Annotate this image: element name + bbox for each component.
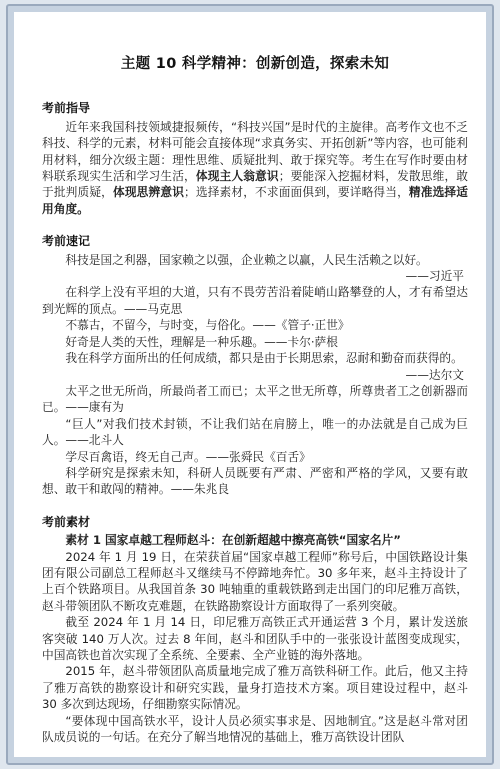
quote-9: 科学研究是探索未知，科研人员既要有严肃、严密和严格的学风，又要有敢想、敢干和敢闯的精神。——朱兆良 <box>42 465 468 497</box>
guide-bold-1: 体现主人翁意识 <box>195 169 279 184</box>
quote-7: “巨人”对我们技术封锁，不让我们站在肩膀上，唯一的办法就是自己成为巨人。——北斗人 <box>42 416 468 448</box>
guide-bold-3: 精准选择适用角度。 <box>42 185 468 216</box>
material-subtitle: 素材 1 国家卓越工程师赵斗：在创新超越中擦亮高铁“国家名片” <box>65 533 401 548</box>
guide-text-2: ；要能深入挖掘材料，发散思维，敢于批判质疑， <box>42 169 468 200</box>
quote-8: 学尽百禽语，终无自己声。——张舜民《百舌》 <box>65 449 311 464</box>
page-title: 主题 10 科学精神：创新创造，探索未知 <box>120 56 390 72</box>
guide-text-3: ；选择素材，不求面面俱到，要详略得当， <box>184 185 409 200</box>
guide-text-1: 近年来我国科技领域捷报频传，“科技兴国”是时代的主旋律。高考作文也不乏科技、科学的元素，材料可能会直接体现“求真务实、开拓创新”等内容，也可能利用材料，细分次级主题：理性思维、质疑批判、敢于探究等。考生在写作时要由材料联系现实生活和学习生活， <box>42 119 468 184</box>
quote-3: 不慕古，不留今，与时变，与俗化。——《管子·正世》 <box>65 318 350 333</box>
quote-5: 我在科学方面所出的任何成绩，都只是由于长期思索，忍耐和勤奋而获得的。 <box>65 351 463 366</box>
section-heading-material: 考前素材 <box>42 514 91 529</box>
material-paragraph-2: 截至 2024 年 1 月 14 日，印尼雅万高铁正式开通运营 3 个月，累计发送旅客突破 140 万人次。过去 8 年间，赵斗和团队手中的一张张设计蓝图变成现实，中国高铁也首次实现了全系统、全要素、全产业链的海外落地。 <box>42 615 468 662</box>
quote-6: 太平之世无所尚，所最尚者工而已；太平之世无所尊，所尊贵者工之创新器而已。——康有为 <box>42 383 468 415</box>
guide-paragraph <box>42 119 468 217</box>
section-heading-guide: 考前指导 <box>42 101 91 116</box>
guide-bold-2: 体现思辨意识 <box>113 185 185 200</box>
quote-4: 好奇是人类的天性，理解是一种乐趣。——卡尔·萨根 <box>65 334 338 349</box>
document-page <box>14 12 486 757</box>
material-paragraph-4: “要体现中国高铁水平，设计人员必须实事求是、因地制宜。”这是赵斗常对团队成员说的一句话。在充分了解当地情况的基础上，雅万高铁设计团队 <box>42 713 468 745</box>
section-heading-notes: 考前速记 <box>42 234 91 249</box>
material-paragraph-3: 2015 年，赵斗带领团队高质量地完成了雅万高铁科研工作。此后，他又主持了雅万高铁的勘察设计和研究实践，量身打造技术方案。项目建设过程中，赵斗 30 多次到达现场，仔细勘察实际情况。 <box>42 664 468 712</box>
quote-1-author: ——习近平 <box>405 269 464 284</box>
material-paragraph-1: 2024 年 1 月 19 日，在荣获首届“国家卓越工程师”称号后，中国铁路设计集团有限公司副总工程师赵斗又继续马不停蹄地奔忙。30 多年来，赵斗主持设计了上百个铁路项目。从我国首条 30 吨轴重的重载铁路到走出国门的印尼雅万高铁，赵斗带领团队不断攻克难题，在铁路勘察设计方面取得了一系列突破。 <box>42 549 468 613</box>
quote-5-author: ——达尔文 <box>405 367 464 382</box>
quote-2: 在科学上没有平坦的大道，只有不畏劳苦沿着陡峭山路攀登的人，才有希望达到光辉的顶点。——马克思 <box>42 285 468 316</box>
quote-1: 科技是国之利器，国家赖之以强，企业赖之以赢，人民生活赖之以好。 <box>65 252 428 267</box>
